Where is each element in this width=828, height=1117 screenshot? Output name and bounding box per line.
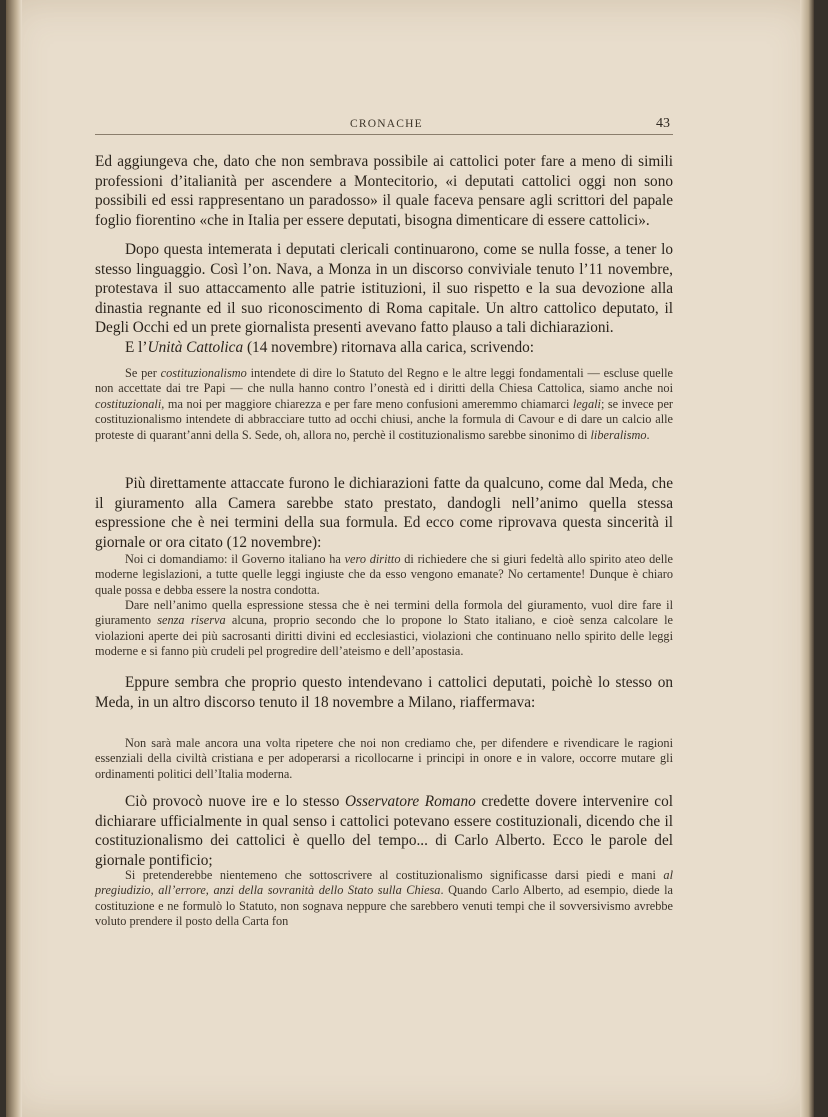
block-quote [95,366,673,443]
paragraph [95,792,673,870]
text-run: Ciò provocò nuove ire e lo stesso [125,793,345,810]
text-run: credette dovere intervenire col dichiarare ufficialmente in qual senso i cattolici potevano essere costituzionali, dicendo che il costituzionalismo dei cattolici è quello del tempo... di Carlo Alberto. Ecco le parole del giornale pontificio; [95,793,673,869]
block-quote [95,598,673,660]
paragraph [95,152,673,230]
quote-text [95,598,673,660]
paragraph-text [95,338,673,358]
italic-run: Osservatore Romano [344,793,476,810]
text-run: Eppure sembra che proprio questo intendevano i cattolici deputati, poichè lo stesso on Meda, in un altro discorso tenuto il 18 novembre a Milano, riaffermava: [95,674,673,711]
paragraph [95,673,673,712]
text-run: Dare nell’animo quella espressione stessa che è nei termini della formola del giuramento, vuol dire fare il giuramento [95,598,673,628]
paragraph-text [95,152,673,230]
page-number: 43 [656,116,670,131]
text-run: alcuna, proprio secondo che lo propone lo Stato italiano, e cioè senza calcolare le violazioni aperte dei più sacrosanti diritti divini ed ecclesiastici, violazioni che continuano nello spirito delle leggi moderne e si fanno più crudeli pel progredire dell’ateismo e dell’apostasia. [95,613,673,659]
italic-run: senza riserva [157,613,226,628]
italic-run: vero diritto [344,552,401,566]
text-run: di richiedere che si giuri fedeltà allo spirito ateo delle moderne legislazioni, a tutte quelle leggi ingiuste che da esso vengono emanate? No certamente! Dunque è chiaro quale possa e debba essere la nostra condotta. [95,552,673,597]
running-head: CRONACHE [350,118,423,130]
italic-run: costituzionali [95,396,162,411]
italic-run: legali [572,396,601,411]
text-run: Si pretenderebbe nientemeno che sottoscrivere al costituzionalismo significasse darsi piedi e mani [125,868,664,882]
text-run: Se per [125,366,161,380]
text-run: E l’ [125,339,148,356]
book-page [6,0,814,1117]
header-rule [95,134,673,135]
text-run: Non sarà male ancora una volta ripetere che noi non crediamo che, per difendere e rivendicare le ragioni essenziali della civiltà cristiana e per adoperarsi a ricollocarne i principi in onore e in valore, occorre mutare gli ordinamenti politici dell’Italia moderna. [95,736,673,781]
quote-text [95,366,673,443]
block-quote [95,868,673,930]
quote-text [95,736,673,782]
block-quote [95,552,673,598]
paragraph [95,474,673,552]
text-run: . Quando Carlo Alberto, ad esempio, diede la costituzione e ne formulò lo Statuto, non sognava neppure che sarebbero venuti tempi che il sovversivismo avrebbe voluto prendere il posto della Carta fon [95,883,674,929]
italic-run: liberalismo [590,427,647,442]
block-quote [95,736,673,782]
text-run: intendete di dire lo Statuto del Regno e le altre leggi fondamentali — escluse quelle non accettate dai tre Papi — che nulla hanno contro l’onestà ed i diritti della Chiesa Cattolica, siamo anche noi [95,366,673,396]
quote-text [95,552,673,598]
italic-run: al pregiudizio, all’errore, anzi della sovranità dello Stato sulla Chiesa [95,868,673,898]
italic-run: Unità Cattolica [147,339,244,356]
text-run: (14 novembre) ritornava alla carica, scrivendo: [243,339,535,356]
text-run: . [646,427,650,442]
page-spine [6,0,22,1117]
paragraph-text [95,792,673,870]
italic-run: costituzionalismo [160,366,247,380]
paragraph-text [95,474,673,552]
paragraph-text [95,673,673,712]
page-edge [800,0,814,1117]
text-run: Più direttamente attaccate furono le dichiarazioni fatte da qualcuno, come dal Meda, che il giuramento alla Camera sarebbe stato prestato, dandogli nell’animo quella stessa espressione che è nei termini della sua formula. Ed ecco come riprovava questa sincerità il giornale or ora citato (12 novembre): [95,475,673,551]
paragraph-text [95,240,673,338]
text-run: Ed aggiungeva che, dato che non sembrava possibile ai cattolici poter fare a meno di simili professioni d’italianità per ascendere a Montecitorio, «i deputati cattolici oggi non sono possibili ed essi rappresentano un paradosso» il quale faceva pensare agli scrittori del papale foglio fiorentino «che in Italia per essere deputati, bisogna dimenticare di essere cattolici». [95,153,673,229]
text-run: Dopo questa intemerata i deputati clericali continuarono, come se nulla fosse, a tener lo stesso linguaggio. Così l’on. Nava, a Monza in un discorso conviviale tenuto l’11 novembre, protestava il suo attaccamento alle patrie istituzioni, il suo rispetto e la sua devozione alla dinastia regnante ed il suo riconoscimento di Roma capitale. Un altro cattolico deputato, il Degli Occhi ed un prete giornalista presenti avevano fatto plauso a tali dichiarazioni. [95,241,673,337]
text-run: Noi ci domandiamo: il Governo italiano ha [125,552,345,566]
text-run: ; se invece per costituzionalismo intendete di abbracciare tutto ad occhi chiusi, anche la formula di Cavour e di dare un calcio alle proteste di quarant’anni della S. Sede, oh, allora no, perchè il costituzionalismo sarebbe sinonimo di [95,396,674,442]
paragraph [95,338,673,358]
quote-text [95,868,673,930]
paragraph [95,240,673,338]
text-run: , ma noi per maggiore chiarezza e per fare meno confusioni ameremmo chiamarci [161,396,573,411]
